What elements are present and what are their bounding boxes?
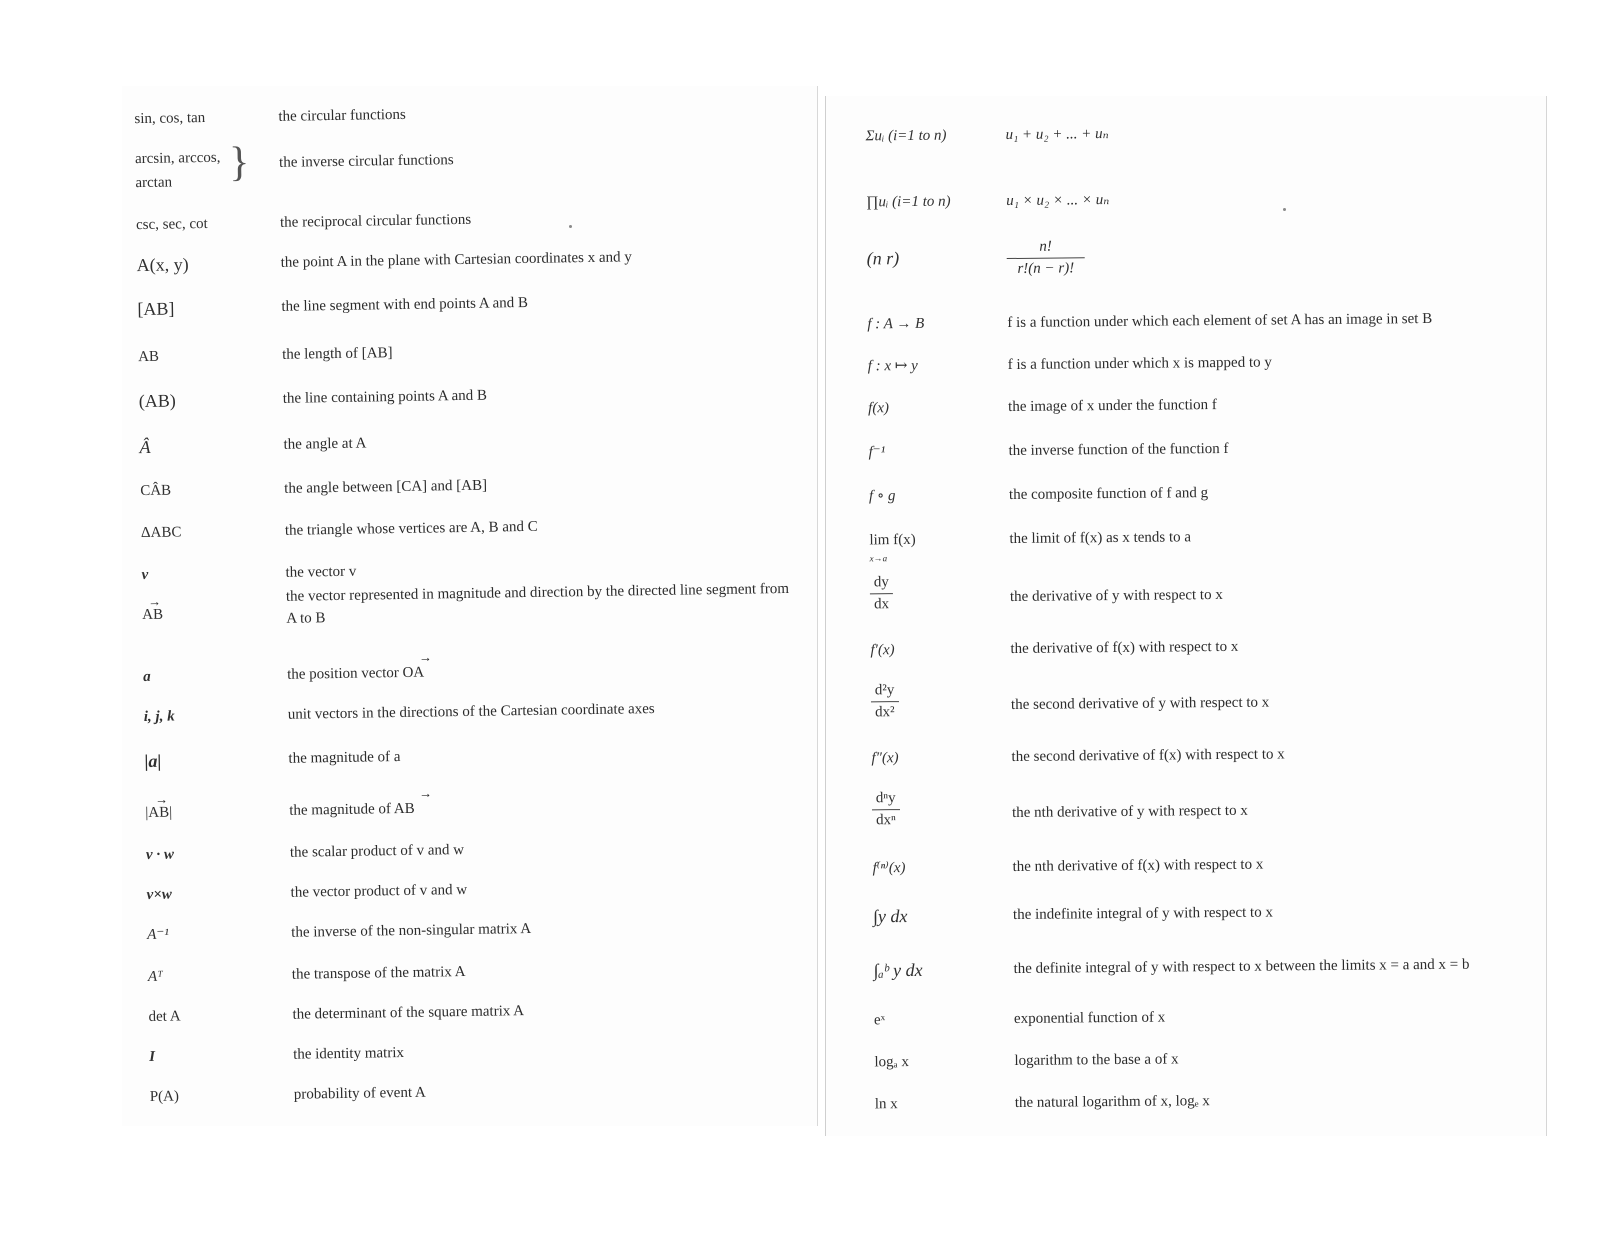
notation-row — [818, 350, 1598, 375]
notation-symbol: AB — [138, 348, 160, 366]
notation-symbol: arcsin, arccos, — [134, 149, 221, 168]
arrow-icon: → — [418, 785, 433, 801]
notation-row — [0, 246, 774, 276]
notation-description: the scalar product of v and w — [289, 842, 465, 861]
notation-row — [820, 634, 1600, 659]
notation-row — [821, 682, 1600, 721]
notation-symbol: f⁽ⁿ⁾(x) — [872, 860, 906, 877]
notation-row — [7, 1038, 787, 1065]
notation-symbol: Aᵀ — [147, 968, 163, 986]
notation-row — [823, 954, 1600, 981]
notation-symbol: ∏uᵢ (i=1 to n) — [866, 193, 951, 211]
notation-symbol: i, j, k — [143, 708, 175, 726]
notation-row — [818, 392, 1598, 417]
notation-description: the transpose of the matrix A — [291, 964, 466, 983]
notation-symbol: eˣ — [873, 1012, 886, 1029]
fraction: $\frac{dy}{dx}$ — [870, 573, 893, 614]
notation-symbol: CÂB — [140, 482, 172, 500]
notation-row — [824, 1004, 1600, 1029]
notation-description: u₁ + u₂ + ... + uₙ — [1005, 126, 1109, 144]
notation-description: the derivative of y with respect to x — [1009, 586, 1223, 606]
notation-row — [816, 186, 1596, 211]
notation-description: the position vector OA — [287, 664, 425, 683]
notation-description: the angle at A — [283, 435, 367, 453]
notation-row — [822, 852, 1600, 877]
notation-row — [0, 472, 778, 500]
arrow-icon: → — [154, 791, 169, 807]
notation-description: the length of [AB] — [282, 345, 393, 363]
notation-row — [821, 742, 1600, 767]
notation-symbol: f′(x) — [870, 642, 895, 659]
notation-symbol: Σuᵢ (i=1 to n) — [865, 127, 947, 145]
notation-description: u₁ × u₂ × ... × uₙ — [1006, 192, 1110, 210]
fraction: $\frac{\text{d²y}}{\text{dx²}}$ — [871, 681, 899, 722]
notation-row — [822, 790, 1600, 829]
notation-row — [2, 742, 782, 772]
notation-symbol: [AB] — [137, 298, 175, 320]
notation-symbol: f(x) — [868, 400, 890, 417]
notation-row — [0, 580, 790, 627]
brace-icon: } — [228, 139, 250, 186]
notation-description: logarithm to the base a of x — [1014, 1051, 1179, 1069]
notation-row — [818, 436, 1598, 461]
notation-symbol-continued: arctan — [135, 174, 173, 192]
notation-row — [0, 428, 777, 458]
right-notation-column — [814, 0, 1600, 1242]
notation-symbol: (AB) — [138, 390, 176, 412]
notation-description: probability of event A — [293, 1084, 426, 1103]
notation-description — [1007, 237, 1085, 279]
notation-row — [0, 206, 774, 234]
notation-row — [6, 998, 786, 1026]
notation-description: the definite integral of y with respect to x between the limits x = a and x = b — [1013, 956, 1470, 977]
notation-symbol: lim f(x) — [869, 531, 916, 549]
notation-row — [817, 238, 1597, 277]
notation-symbol: f : x ↦ y — [867, 357, 918, 375]
notation-description: the circular functions — [278, 106, 406, 125]
notation-symbol: A⁻¹ — [147, 926, 169, 944]
arrow-icon: → — [147, 593, 162, 609]
notation-description: the line segment with end points A and B — [281, 294, 529, 315]
notation-row — [0, 338, 776, 366]
notation-row — [0, 514, 779, 542]
notation-row — [0, 139, 773, 192]
notation-symbol — [871, 681, 899, 722]
notation-description: the point A in the plane with Cartesian coordinates x and y — [280, 249, 632, 271]
notation-description: the magnitude of AB — [289, 800, 415, 819]
notation-symbol: v — [141, 566, 149, 584]
notation-symbol — [872, 789, 900, 830]
notation-row — [0, 382, 777, 412]
notation-row — [4, 836, 784, 864]
scan-speck — [1283, 208, 1286, 211]
notation-description: the vector v — [285, 563, 357, 581]
notation-description: exponential function of x — [1013, 1009, 1166, 1027]
notation-description: the natural logarithm of x, logₑ x — [1014, 1093, 1210, 1111]
notation-description: the second derivative of f(x) with respect to x — [1011, 746, 1285, 766]
notation-description: the determinant of the square matrix A — [292, 1003, 525, 1023]
notation-row — [815, 120, 1595, 145]
notation-symbol: (n r) — [866, 248, 900, 269]
notation-symbol: f⁻¹ — [868, 444, 886, 461]
notation-row — [825, 1088, 1600, 1113]
notation-row — [5, 916, 785, 944]
notation-description: the triangle whose vertices are A, B and C — [284, 518, 538, 539]
notation-symbol: ∫y dx — [872, 906, 908, 927]
notation-symbol: v · w — [145, 846, 175, 864]
notation-symbol: → |AB| — [145, 791, 173, 822]
notation-description: the limit of f(x) as x tends to a — [1009, 529, 1192, 548]
scan-speck — [569, 225, 572, 228]
arrow-icon: → — [418, 649, 433, 665]
notation-description: the second derivative of y with respect to x — [1010, 694, 1270, 714]
notation-description: the inverse function of the function f — [1008, 440, 1229, 460]
notation-description: the reciprocal circular functions — [279, 211, 472, 231]
notation-description: the angle between [CA] and [AB] — [284, 477, 488, 497]
notation-row — [8, 1078, 788, 1105]
notation-description: the composite function of f and g — [1008, 485, 1209, 504]
notation-symbol — [870, 573, 893, 614]
notation-row — [819, 524, 1599, 564]
notation-row — [2, 698, 782, 726]
notation-description: f is a function under which x is mapped to y — [1007, 354, 1272, 374]
notation-symbol: logₐ x — [874, 1054, 910, 1071]
notation-symbol: A(x, y) — [136, 254, 189, 276]
notation-symbol: sin, cos, tan — [134, 110, 206, 128]
notation-row — [819, 480, 1599, 505]
notation-description: the magnitude of a — [288, 749, 401, 767]
notation-description: the inverse of the non-singular matrix A — [291, 920, 532, 941]
notation-description: the vector represented in magnitude and direction by the directed line segment from A to B — [285, 580, 790, 627]
notation-symbol: csc, sec, cot — [135, 215, 208, 234]
notation-symbol: ∫ₐᵇ y dx — [873, 959, 923, 981]
notation-symbol: f″(x) — [871, 750, 899, 767]
notation-row — [0, 100, 772, 128]
notation-row — [817, 308, 1597, 333]
notation-description: the nth derivative of f(x) with respect to x — [1012, 856, 1264, 876]
fraction: $\frac{\text{dⁿy}}{\text{dxⁿ}}$ — [872, 789, 900, 830]
limit-subscript: x→a — [869, 553, 888, 564]
fraction: $\frac{n!}{r!(n - r)!}$ — [1007, 237, 1085, 279]
notation-description: the inverse circular functions — [278, 152, 454, 171]
notation-description: the identity matrix — [293, 1044, 405, 1063]
notation-description: the line containing points A and B — [282, 387, 488, 407]
notation-row — [4, 876, 784, 904]
notation-symbol: P(A) — [149, 1088, 180, 1105]
notation-description: the nth derivative of y with respect to x — [1011, 802, 1248, 822]
notation-symbol: I — [149, 1048, 156, 1065]
notation-description: the image of x under the function f — [1008, 397, 1217, 416]
notation-symbol: a — [143, 668, 151, 686]
notation-symbol: → AB — [142, 593, 164, 624]
notation-symbol: f ∘ g — [868, 488, 896, 505]
notation-symbol: f : A → B — [867, 315, 925, 333]
notation-description: the indefinite integral of y with respect to x — [1012, 904, 1274, 924]
notation-row — [824, 1046, 1600, 1071]
notation-row — [0, 290, 775, 320]
notation-symbol: v×w — [146, 886, 172, 904]
notation-symbol: ln x — [874, 1096, 898, 1113]
notation-row — [0, 556, 779, 584]
notation-row — [1, 649, 781, 686]
notation-description: the derivative of f(x) with respect to x — [1010, 638, 1239, 658]
notation-symbol: ΔABC — [140, 524, 182, 542]
notation-description: f is a function under which each element of set A has an image in set B — [1007, 310, 1433, 332]
notation-row — [823, 900, 1600, 927]
notation-description: unit vectors in the directions of the Cartesian coordinate axes — [287, 701, 655, 723]
notation-row — [820, 574, 1600, 613]
notation-row — [3, 785, 783, 822]
left-notation-column — [0, 0, 790, 1244]
notation-symbol: det A — [148, 1008, 181, 1026]
notation-row — [6, 958, 786, 986]
notation-symbol: |a| — [144, 750, 162, 772]
notation-description: the vector product of v and w — [290, 881, 468, 901]
notation-symbol: Â — [139, 436, 151, 458]
